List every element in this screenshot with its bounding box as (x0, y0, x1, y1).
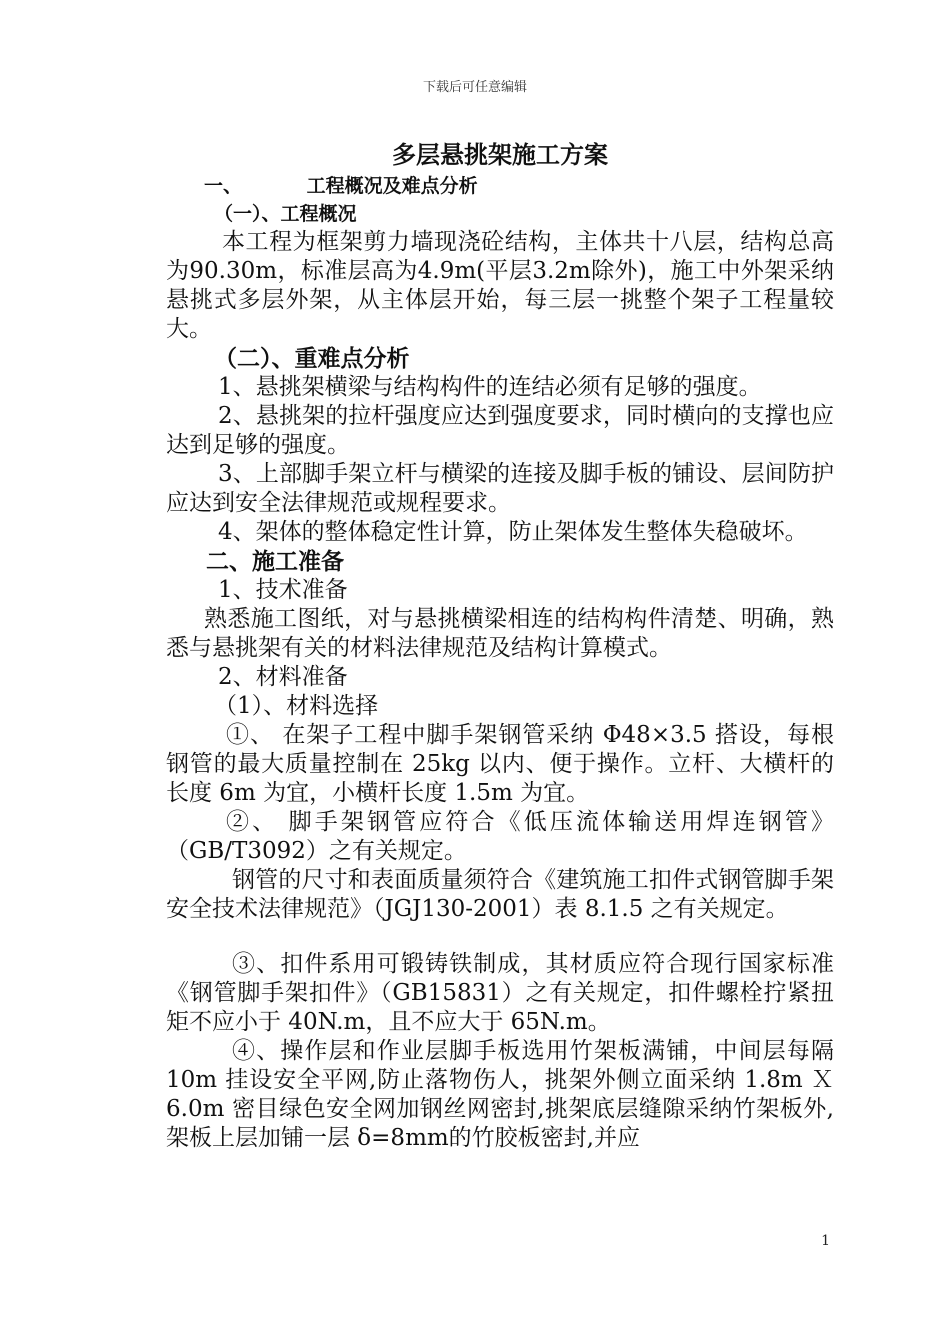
material-prep-heading: 2、材料准备 (218, 664, 348, 690)
material-item-2-detail: 钢管的尺寸和表面质量须符合《建筑施工扣件式钢管脚手架安全技术法律规范》（JGJ130-2001）表 8.1.5 之有关规定。 (166, 867, 834, 922)
tech-prep-paragraph: 熟悉施工图纸，对与悬挑横梁相连的结构构件清楚、明确，熟悉与悬挑架有关的材料法律规范及结构计算模式。 (166, 606, 834, 661)
material-item-2: ②、 脚手架钢管应符合《低压流体输送用焊连钢管》（GB/T3092）之有关规定。 (166, 809, 834, 864)
subsection-heading-difficulties: （二）、重难点分析 (214, 345, 410, 372)
section-number: 一、 (204, 175, 243, 197)
document-title: 多层悬挑架施工方案 (392, 140, 608, 169)
overview-paragraph: 本工程为框架剪力墙现浇砼结构，主体共十八层，结构总高为90.30m，标准层高为4.9m(平层3.2m除外)，施工中外架采纳悬挑式多层外架，从主体层开始，每三层一挑整个架子工程量较大。 (166, 229, 834, 342)
section-title: 工程概况及难点分析 (306, 175, 478, 197)
document-body (166, 138, 834, 1153)
difficulty-item-2: 2、悬挑架的拉杆强度应达到强度要求，同时横向的支撑也应达到足够的强度。 (166, 403, 834, 458)
difficulty-item-4: 4、架体的整体稳定性计算，防止架体发生整体失稳破坏。 (218, 519, 808, 545)
section-heading-2: 二、施工准备 (206, 548, 344, 575)
material-item-4: ④、操作层和作业层脚手板选用竹架板满铺，中间层每隔 10m 挂设安全平网,防止落物伤人，挑架外侧立面采纳 1.8m Ｘ6.0m 密目绿色安全网加钢丝网密封,挑架底层缝隙采纳竹架板外,架板上层加铺一层 δ=8mm的竹胶板密封,并应 (166, 1038, 834, 1151)
blank-line (166, 924, 834, 950)
material-item-3: ③、扣件系用可锻铸铁制成，其材质应符合现行国家标准《钢管脚手架扣件》（GB15831）之有关规定，扣件螺栓拧紧扭矩不应小于 40N.m，且不应大于 65N.m。 (166, 951, 834, 1035)
page-header-note: 下载后可任意编辑 (422, 80, 527, 95)
material-selection-heading: （1）、材料选择 (214, 693, 379, 719)
section-heading-1 (166, 172, 834, 200)
tech-prep-heading: 1、技术准备 (218, 577, 348, 603)
difficulty-item-1: 1、悬挑架横梁与结构构件的连结必须有足够的强度。 (218, 374, 762, 400)
material-item-1: ①、 在架子工程中脚手架钢管采纳 Φ48×3.5 搭设，每根钢管的最大质量控制在 25kg 以内、便于操作。立杆、大横杆的长度 6m 为宜，小横杆长度 1.5m 为宜。 (166, 722, 834, 806)
page-number: 1 (821, 1233, 830, 1249)
difficulty-item-3: 3、上部脚手架立杆与横梁的连接及脚手板的铺设、层间防护应达到安全法律规范或规程要求。 (166, 461, 834, 516)
subsection-heading-overview: （一）、工程概况 (214, 203, 357, 225)
